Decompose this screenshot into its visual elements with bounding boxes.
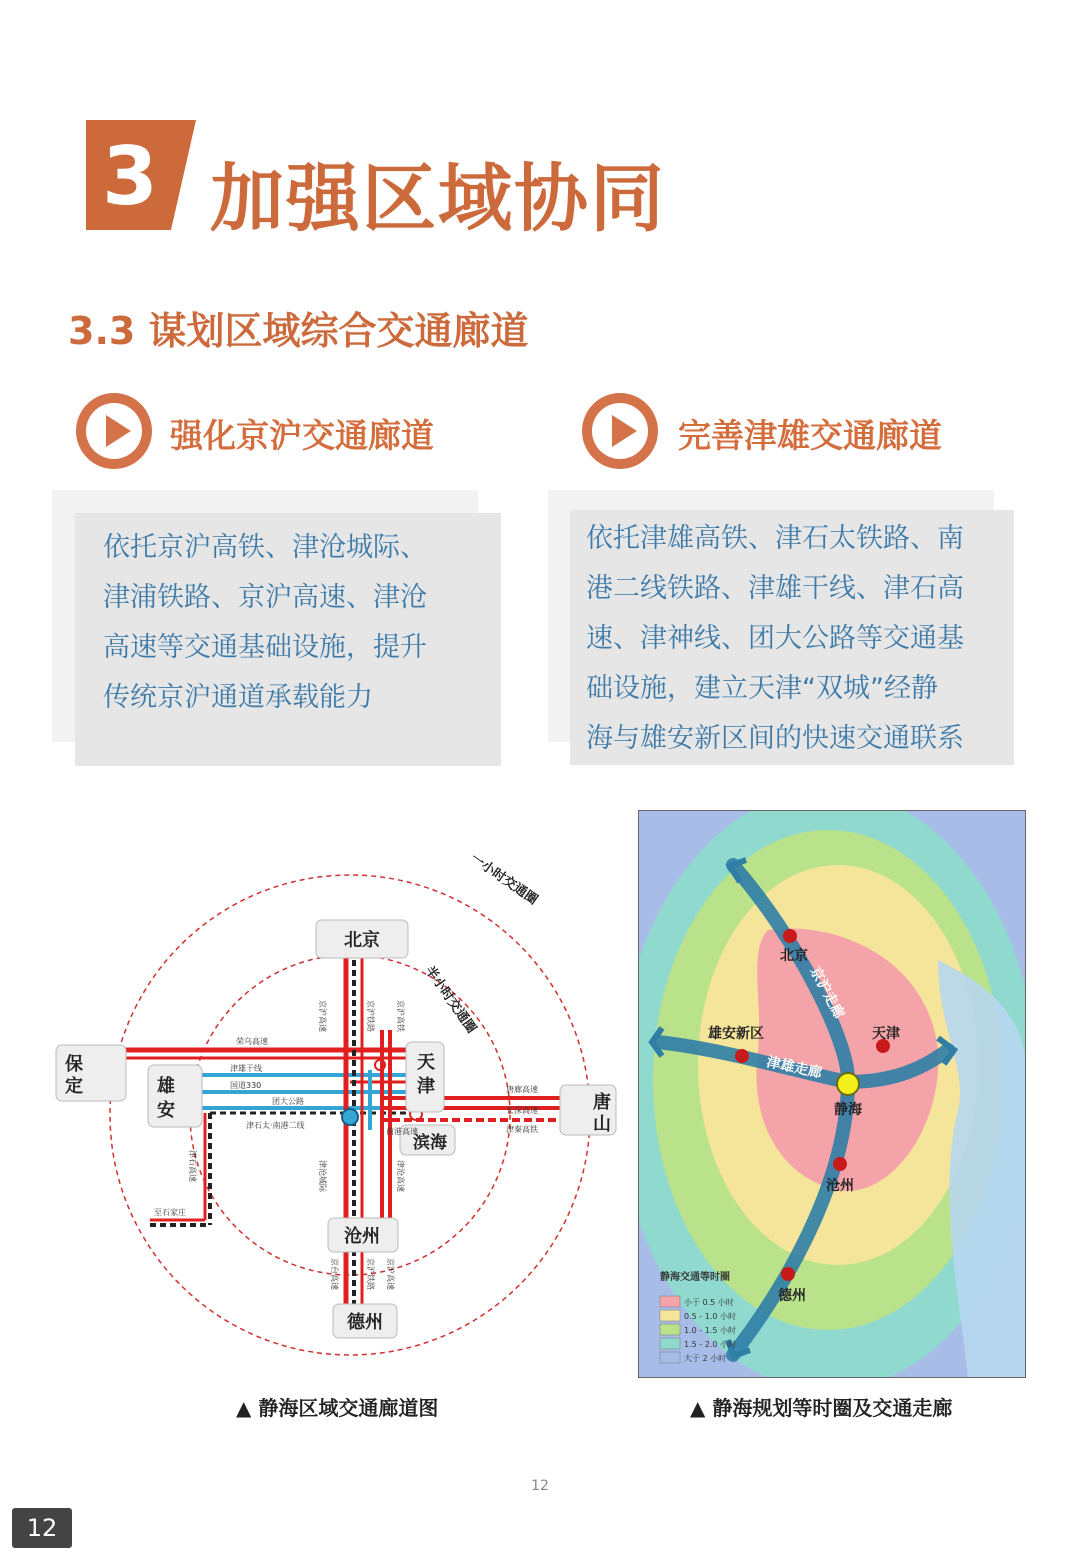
- line-label: 至石家庄: [154, 1208, 186, 1217]
- legend-label: 0.5 - 1.0 小时: [684, 1312, 736, 1321]
- line-label: 津石高速: [188, 1150, 197, 1182]
- line-label: 津石太·南港二线: [246, 1121, 305, 1130]
- city-label: 沧州: [344, 1226, 380, 1247]
- city-marker-dezhou: [781, 1267, 795, 1281]
- page-corner-badge: 12: [12, 1508, 72, 1548]
- city-label: 北京: [344, 930, 380, 951]
- legend-swatch: [660, 1310, 680, 1321]
- legend-swatch: [660, 1324, 680, 1335]
- line-label: 唐廊高速: [506, 1085, 538, 1094]
- left-map-caption: ▲ 静海区域交通廊道图: [236, 1396, 439, 1420]
- city-label: 德州: [347, 1312, 383, 1333]
- corridor-2-title: 完善津雄交通廊道: [678, 416, 942, 455]
- section-title: 3.3 谋划区域综合交通廊道: [68, 309, 529, 353]
- line-label: 长深高速: [506, 1106, 538, 1115]
- line-label: 京沪高速: [318, 1000, 327, 1032]
- city-label-tianjin: 津: [417, 1076, 435, 1097]
- corridor-label-jinghu: 京沪走廊: [806, 964, 847, 1022]
- city-box-cangzhou: [328, 1218, 398, 1252]
- corridor-label-jinxiong: 津雄走廊: [765, 1054, 824, 1082]
- legend-label: 大于 2 小时: [684, 1354, 727, 1363]
- city-label: 滨海: [413, 1133, 447, 1153]
- city-box-tangshan: [560, 1085, 616, 1135]
- line-label: 津秦高铁: [506, 1125, 538, 1134]
- corridor-1-line: 传统京沪通道承载能力: [103, 682, 373, 713]
- line-label: 津沧城际: [318, 1160, 327, 1192]
- city-label-baoding: 定: [65, 1076, 83, 1097]
- city-marker-beijing: [783, 929, 797, 943]
- corridor-1-line: 高速等交通基础设施，提升: [103, 632, 427, 663]
- city-label-tianjin: 天: [417, 1052, 435, 1073]
- city-box-beijing: [316, 920, 408, 958]
- line-label: 京沪高速: [386, 1258, 395, 1290]
- ring-label-outer: 一小时交通圈: [467, 850, 541, 909]
- corridor-1-line: 依托京沪高铁、津沧城际、: [103, 532, 427, 563]
- play-icon: [582, 393, 658, 469]
- corridor-1-box: [75, 513, 501, 766]
- city-label: 静海: [834, 1102, 862, 1118]
- corridor-diagram: [50, 830, 630, 1370]
- line-label: 津沧高速: [396, 1160, 405, 1192]
- city-label-tangshan: 唐: [593, 1092, 611, 1113]
- corridor-2-line: 础设施，建立天津“双城”经静: [586, 673, 938, 704]
- corridor-1-title: 强化京沪交通廊道: [170, 416, 434, 455]
- corridor-1-line: 津浦铁路、京沪高速、津沧: [103, 582, 427, 613]
- jinghai-center-marker: [342, 1109, 358, 1125]
- legend-swatch: [660, 1338, 680, 1349]
- city-box-baoding: [56, 1045, 126, 1101]
- corridor-2-line: 海与雄安新区间的快速交通联系: [586, 723, 964, 754]
- city-box-dezhou: [333, 1304, 397, 1338]
- line-label: 南港高速: [386, 1127, 418, 1136]
- city-label: 北京: [780, 948, 808, 964]
- line-label: 京台高速: [330, 1258, 339, 1290]
- corridor-2-line: 依托津雄高铁、津石太铁路、南: [586, 523, 964, 554]
- city-marker-cangzhou: [833, 1157, 847, 1171]
- city-label-xiongan: 安: [157, 1100, 175, 1121]
- legend-swatch: [660, 1352, 680, 1363]
- chapter-number-badge: [86, 120, 196, 230]
- city-label-tangshan: 山: [593, 1114, 611, 1135]
- line-label: 荣乌高速: [236, 1037, 268, 1046]
- line-label: 团大公路: [272, 1097, 304, 1106]
- line-label: 津雄干线: [230, 1064, 262, 1073]
- legend-swatch: [660, 1296, 680, 1307]
- legend-label: 1.0 - 1.5 小时: [684, 1326, 736, 1335]
- line-label: 京沪铁路: [366, 1258, 375, 1290]
- corridor-2-box: [570, 510, 1014, 765]
- legend-title: 静海交通等时圈: [660, 1272, 730, 1283]
- city-label: 沧州: [826, 1178, 854, 1194]
- city-label: 天津: [872, 1026, 900, 1042]
- corridor-2-line: 速、津神线、团大公路等交通基: [586, 623, 964, 654]
- city-marker-xiongan: [735, 1049, 749, 1063]
- line-label: 京沪高铁: [396, 1000, 405, 1032]
- legend-label: 小于 0.5 小时: [684, 1298, 734, 1307]
- city-box-tianjin: [406, 1042, 444, 1112]
- ring-label-inner: 半小时交通圈: [421, 963, 479, 1037]
- isochrone-map: [638, 810, 1026, 1378]
- city-label-baoding: 保: [65, 1054, 83, 1075]
- city-marker-jinghai: [837, 1073, 859, 1095]
- corridor-2-line: 港二线铁路、津雄干线、津石高: [586, 573, 964, 604]
- chapter-number: 3: [102, 130, 158, 223]
- line-label: 京沪铁路: [366, 1000, 375, 1032]
- page-number: 12: [531, 1478, 549, 1494]
- chapter-title: 加强区域协同: [210, 156, 666, 242]
- legend-label: 1.5 - 2.0 小时: [684, 1340, 736, 1349]
- line-label: 国道330: [230, 1081, 262, 1090]
- play-icon: [76, 393, 152, 469]
- city-label-xiongan: 雄: [157, 1076, 175, 1097]
- city-label: 雄安新区: [708, 1026, 764, 1042]
- right-map-caption: ▲ 静海规划等时圈及交通走廊: [690, 1396, 953, 1420]
- city-box-xiongan: [148, 1065, 202, 1127]
- city-label: 德州: [778, 1288, 806, 1304]
